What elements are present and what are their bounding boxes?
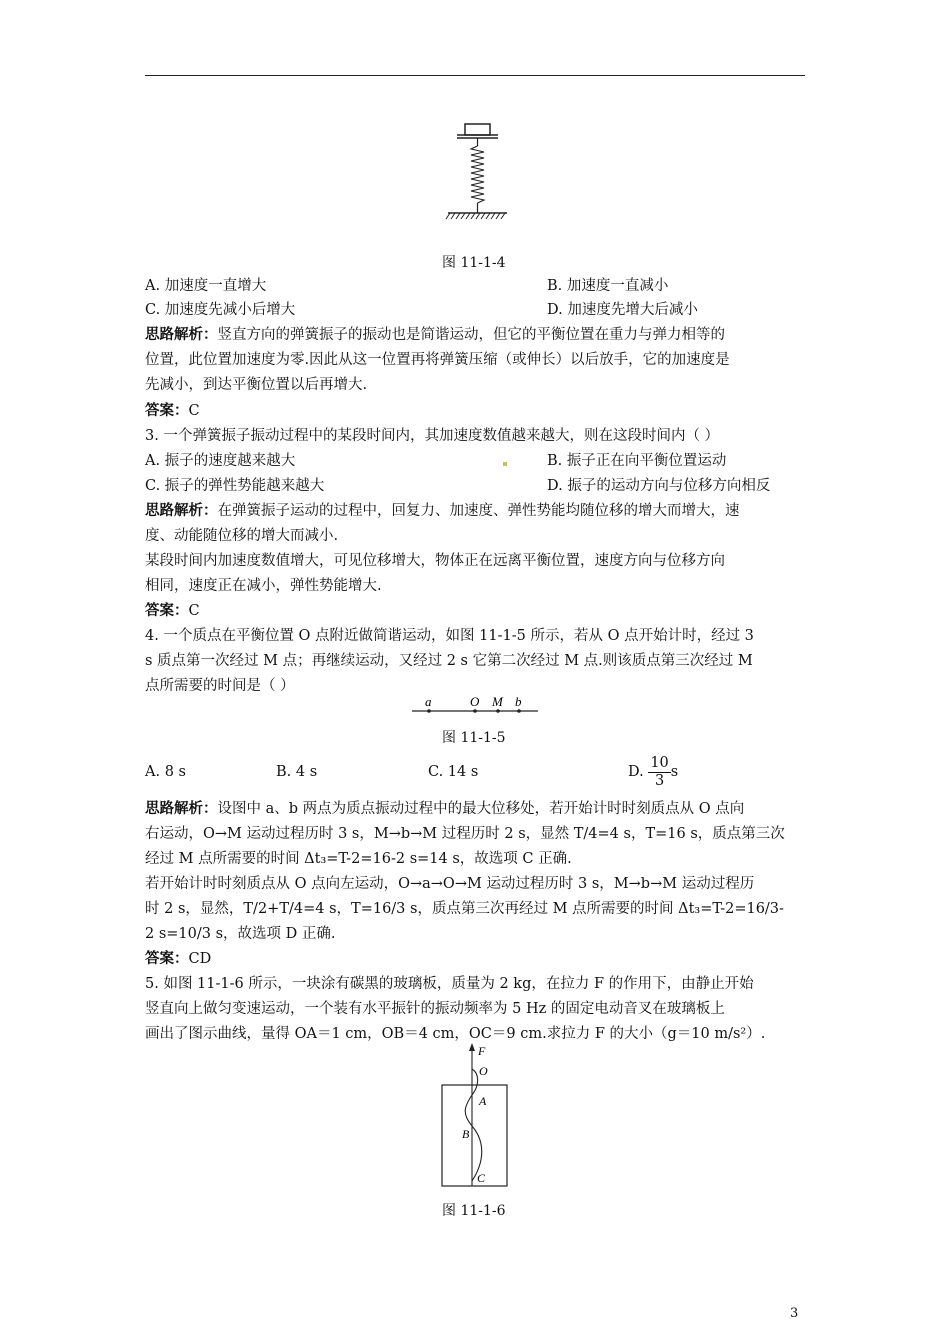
q4-stem-line-3: 点所需要的时间是（ ） xyxy=(145,678,295,694)
label-F: F xyxy=(478,1044,486,1058)
answer-label: 答案： xyxy=(145,402,189,419)
q5-stem-line-1: 5. 如图 11-1-6 所示，一块涂有碳黑的玻璃板，质量为 2 kg，在拉力 F 的作用下，由静止开始 xyxy=(145,976,754,992)
answer-label: 答案： xyxy=(145,950,189,967)
q2-analysis-line-3: 先减小，到达平衡位置以后再增大. xyxy=(145,377,368,393)
q3-stem: 3. 一个弹簧振子振动过程中的某段时间内，其加速度数值越来越大，则在这段时间内（ ） xyxy=(145,428,720,444)
q4-answer: 答案：CD xyxy=(145,950,212,967)
q3-analysis-line-3: 某段时间内加速度数值增大，可见位移增大，物体正在远离平衡位置，速度方向与位移方向 xyxy=(145,553,725,569)
q2-analysis-line-2: 位置，此位置加速度为零.因此从这一位置再将弹簧压缩（或伸长）以后放手，它的加速度是 xyxy=(145,352,730,368)
q3-option-c: C. 振子的弹性势能越来越大 xyxy=(145,478,325,494)
analysis-label: 思路解析： xyxy=(145,800,218,817)
point-label-O: O xyxy=(470,694,480,709)
header-rule xyxy=(145,75,805,76)
fraction: $\frac{10}{3}$ xyxy=(650,754,669,789)
q3-answer: 答案：C xyxy=(145,602,200,619)
figure-caption-11-1-4: 图 11-1-4 xyxy=(442,255,506,271)
q4-stem-line-1: 4. 一个质点在平衡位置 O 点附近做简谐运动，如图 11-1-5 所示，若从 O 点开始计时，经过 3 xyxy=(145,628,754,644)
page-number: 3 xyxy=(790,1306,799,1321)
glass-plate-figure xyxy=(438,1040,512,1192)
q5-stem-line-3: 画出了图示曲线，量得 OA＝1 cm，OB＝4 cm，OC＝9 cm.求拉力 F 的大小（g＝10 m/s²）. xyxy=(145,1026,766,1042)
q3-analysis-line-1: 思路解析：在弹簧振子运动的过程中，回复力、加速度、弹性势能均随位移的增大而增大，速 xyxy=(145,502,740,519)
q4-option-c: C. 14 s xyxy=(428,764,479,780)
label-C: C xyxy=(477,1171,486,1185)
spring-oscillator-figure xyxy=(440,118,520,230)
q2-option-c: C. 加速度先减小后增大 xyxy=(145,302,296,318)
q4-analysis-line-6: 2 s=10/3 s，故选项 D 正确. xyxy=(145,926,336,942)
q3-option-a: A. 振子的速度越来越大 xyxy=(145,453,296,469)
q2-option-b: B. 加速度一直减小 xyxy=(547,278,669,294)
q2-option-a: A. 加速度一直增大 xyxy=(145,278,267,294)
q3-analysis-line-2: 度、动能随位移的增大而减小. xyxy=(145,528,339,544)
q2-option-d: D. 加速度先增大后减小 xyxy=(547,302,698,318)
q4-option-b: B. 4 s xyxy=(276,764,318,780)
figure-caption-11-1-5: 图 11-1-5 xyxy=(442,730,506,746)
label-O: O xyxy=(479,1064,488,1078)
q4-analysis-line-1: 思路解析：设图中 a、b 两点为质点振动过程中的最大位移处，若开始计时时刻质点从 O 点向 xyxy=(145,800,745,817)
label-A: A xyxy=(479,1094,487,1108)
point-label-M: M xyxy=(492,694,503,709)
point-label-b: b xyxy=(515,694,522,709)
q3-option-d: D. 振子的运动方向与位移方向相反 xyxy=(547,478,771,494)
analysis-label: 思路解析： xyxy=(145,326,218,343)
point-label-a: a xyxy=(425,694,432,709)
q3-option-b: B. 振子正在向平衡位置运动 xyxy=(547,453,727,469)
analysis-label: 思路解析： xyxy=(145,502,218,519)
q4-option-d: D. $\frac{10}{3}$ s xyxy=(628,754,679,789)
q2-answer: 答案：C xyxy=(145,402,200,419)
q4-analysis-line-3: 经过 M 点所需要的时间 Δt₃=T-2=16-2 s=14 s，故选项 C 正确. xyxy=(145,851,572,867)
number-line-figure xyxy=(410,692,542,718)
answer-label: 答案： xyxy=(145,602,189,619)
q3-analysis-line-4: 相同，速度正在减小，弹性势能增大. xyxy=(145,578,382,594)
figure-caption-11-1-6: 图 11-1-6 xyxy=(442,1203,506,1219)
q4-analysis-line-2: 右运动，O→M 运动过程历时 3 s，M→b→M 过程历时 2 s，显然 T/4=4 s，T=16 s，质点第三次 xyxy=(145,826,785,842)
stray-dot xyxy=(503,462,507,466)
q4-option-a: A. 8 s xyxy=(145,764,186,780)
q4-analysis-line-4: 若开始计时时刻质点从 O 点向左运动，O→a→O→M 运动过程历时 3 s，M→b→M 运动过程历 xyxy=(145,876,755,892)
q5-stem-line-2: 竖直向上做匀变速运动，一个装有水平振针的振动频率为 5 Hz 的固定电动音叉在玻璃板上 xyxy=(145,1001,725,1017)
label-B: B xyxy=(462,1127,470,1141)
q2-analysis-line-1: 思路解析：竖直方向的弹簧振子的振动也是简谐运动，但它的平衡位置在重力与弹力相等的 xyxy=(145,326,725,343)
q4-stem-line-2: s 质点第一次经过 M 点；再继续运动，又经过 2 s 它第二次经过 M 点.则该质点第三次经过 M xyxy=(145,653,753,669)
q4-analysis-line-5: 时 2 s，显然，T/2+T/4=4 s，T=16/3 s，质点第三次再经过 M 点所需要的时间 Δt₃=T-2=16/3- xyxy=(145,901,784,917)
